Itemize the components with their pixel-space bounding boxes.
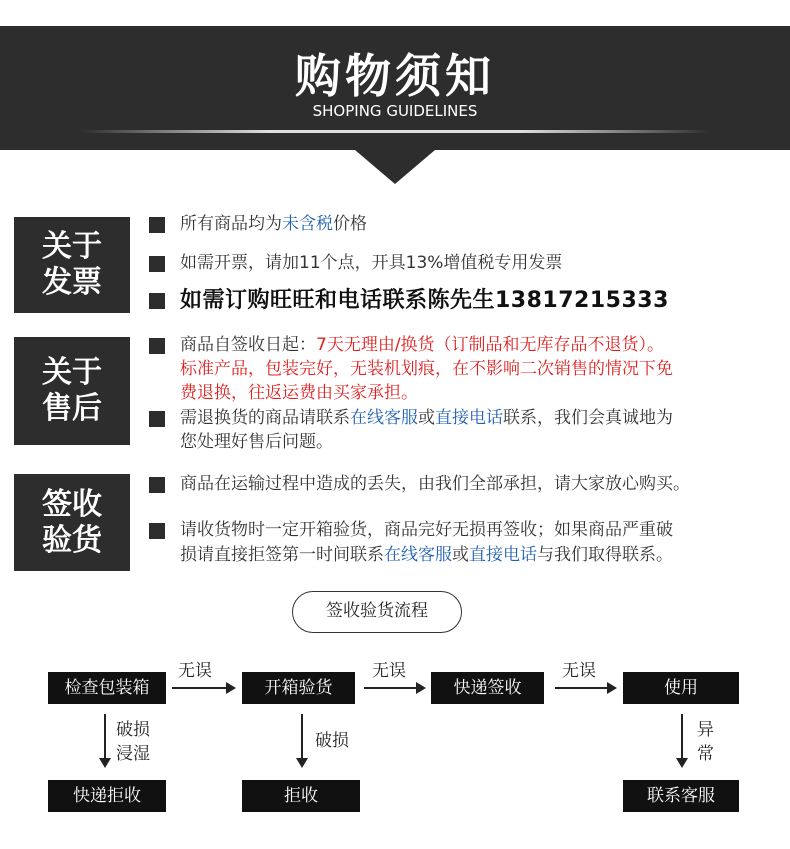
aftersale-item-1-line3: 费退换，往返运费由买家承担。 <box>180 383 418 403</box>
flow-title: 签收验货流程 <box>292 591 462 633</box>
bullet-icon <box>149 523 165 539</box>
page-title: 购物须知 <box>295 49 495 103</box>
receipt-item-2-line2 <box>180 543 673 568</box>
receipt-item-1: 商品在运输过程中造成的丢失，由我们全部承担，请大家放心购买。 <box>180 474 690 494</box>
page-header <box>0 26 790 150</box>
direct-phone-link[interactable]: 直接电话 <box>435 408 503 428</box>
page-subtitle: SHOPING GUIDELINES <box>312 102 478 120</box>
arrow-right-icon <box>555 687 615 689</box>
bullet-icon <box>149 411 165 427</box>
highlight-untaxed: 未含税 <box>282 214 333 234</box>
aftersale-item-1-line2: 标准产品，包装完好，无装机划痕，在不影响二次销售的情况下免 <box>180 359 673 379</box>
text-span: 损请直接拒签第一时间联系 <box>180 545 384 565</box>
label-line: 浸湿 <box>116 744 150 764</box>
header-divider <box>80 130 710 133</box>
section-label-line: 关于 <box>42 355 102 390</box>
text-span: 需退换货的商品请联系 <box>180 408 350 428</box>
flow-step-contact-service: 联系客服 <box>623 780 739 812</box>
arrow-down-icon <box>104 714 106 766</box>
section-label-line: 发票 <box>42 265 102 300</box>
header-pointer-icon <box>355 150 435 184</box>
text-span: 与我们取得联系。 <box>537 545 673 565</box>
arrow-right-icon <box>172 687 234 689</box>
bullet-icon <box>149 256 165 272</box>
text-span: 商品自签收日起： <box>180 335 316 355</box>
flow-step-reject-delivery: 快递拒收 <box>48 780 166 812</box>
arrow-down-icon <box>301 714 303 766</box>
flow-step-reject: 拒收 <box>242 780 360 812</box>
section-label-aftersale <box>14 337 130 445</box>
flow-label-ok: 无误 <box>562 661 596 681</box>
direct-phone-link[interactable]: 直接电话 <box>469 545 537 565</box>
bullet-icon <box>149 293 165 309</box>
section-label-line: 售后 <box>42 391 102 426</box>
arrow-right-icon <box>364 687 424 689</box>
text-span: 价格 <box>333 214 367 234</box>
bullet-icon <box>149 338 165 354</box>
arrow-down-icon <box>681 714 683 766</box>
section-label-line: 签收 <box>42 486 102 522</box>
flow-label-ok: 无误 <box>372 661 406 681</box>
online-service-link[interactable]: 在线客服 <box>384 545 452 565</box>
aftersale-item-1 <box>180 333 664 358</box>
section-label-line: 验货 <box>42 522 102 558</box>
label-line: 异 <box>697 720 714 740</box>
section-label-invoice <box>14 217 130 313</box>
text-span: 或 <box>418 408 435 428</box>
text-span: 所有商品均为 <box>180 214 282 234</box>
aftersale-item-2 <box>180 406 673 431</box>
label-line: 常 <box>697 744 714 764</box>
section-label-line: 关于 <box>42 229 102 264</box>
invoice-item-2: 如需开票，请加11个点，开具13%增值税专用发票 <box>180 253 563 273</box>
text-span: 联系，我们会真诚地为 <box>503 408 673 428</box>
aftersale-item-2-line2: 您处理好售后问题。 <box>180 432 333 452</box>
flow-step-open-inspect: 开箱验货 <box>242 672 355 704</box>
flow-step-sign-receipt: 快递签收 <box>431 672 544 704</box>
return-policy-text: 7天无理由/换货（订制品和无库存品不退货）。 <box>316 335 665 355</box>
flow-label-damaged: 破损 <box>315 731 349 751</box>
flow-label-ok: 无误 <box>178 661 212 681</box>
text-span: 或 <box>452 545 469 565</box>
invoice-contact: 如需订购旺旺和电话联系陈先生13817215333 <box>180 288 669 313</box>
flow-label-damaged-wet <box>116 718 150 766</box>
flow-step-check-package: 检查包装箱 <box>48 672 166 704</box>
section-label-receipt <box>14 474 130 571</box>
flow-step-use: 使用 <box>623 672 739 704</box>
receipt-item-2-line1: 请收货物时一定开箱验货，商品完好无损再签收；如果商品严重破 <box>180 520 673 540</box>
invoice-item-1 <box>180 212 367 237</box>
bullet-icon <box>149 477 165 493</box>
flow-label-abnormal <box>697 718 714 766</box>
online-service-link[interactable]: 在线客服 <box>350 408 418 428</box>
bullet-icon <box>149 217 165 233</box>
label-line: 破损 <box>116 720 150 740</box>
